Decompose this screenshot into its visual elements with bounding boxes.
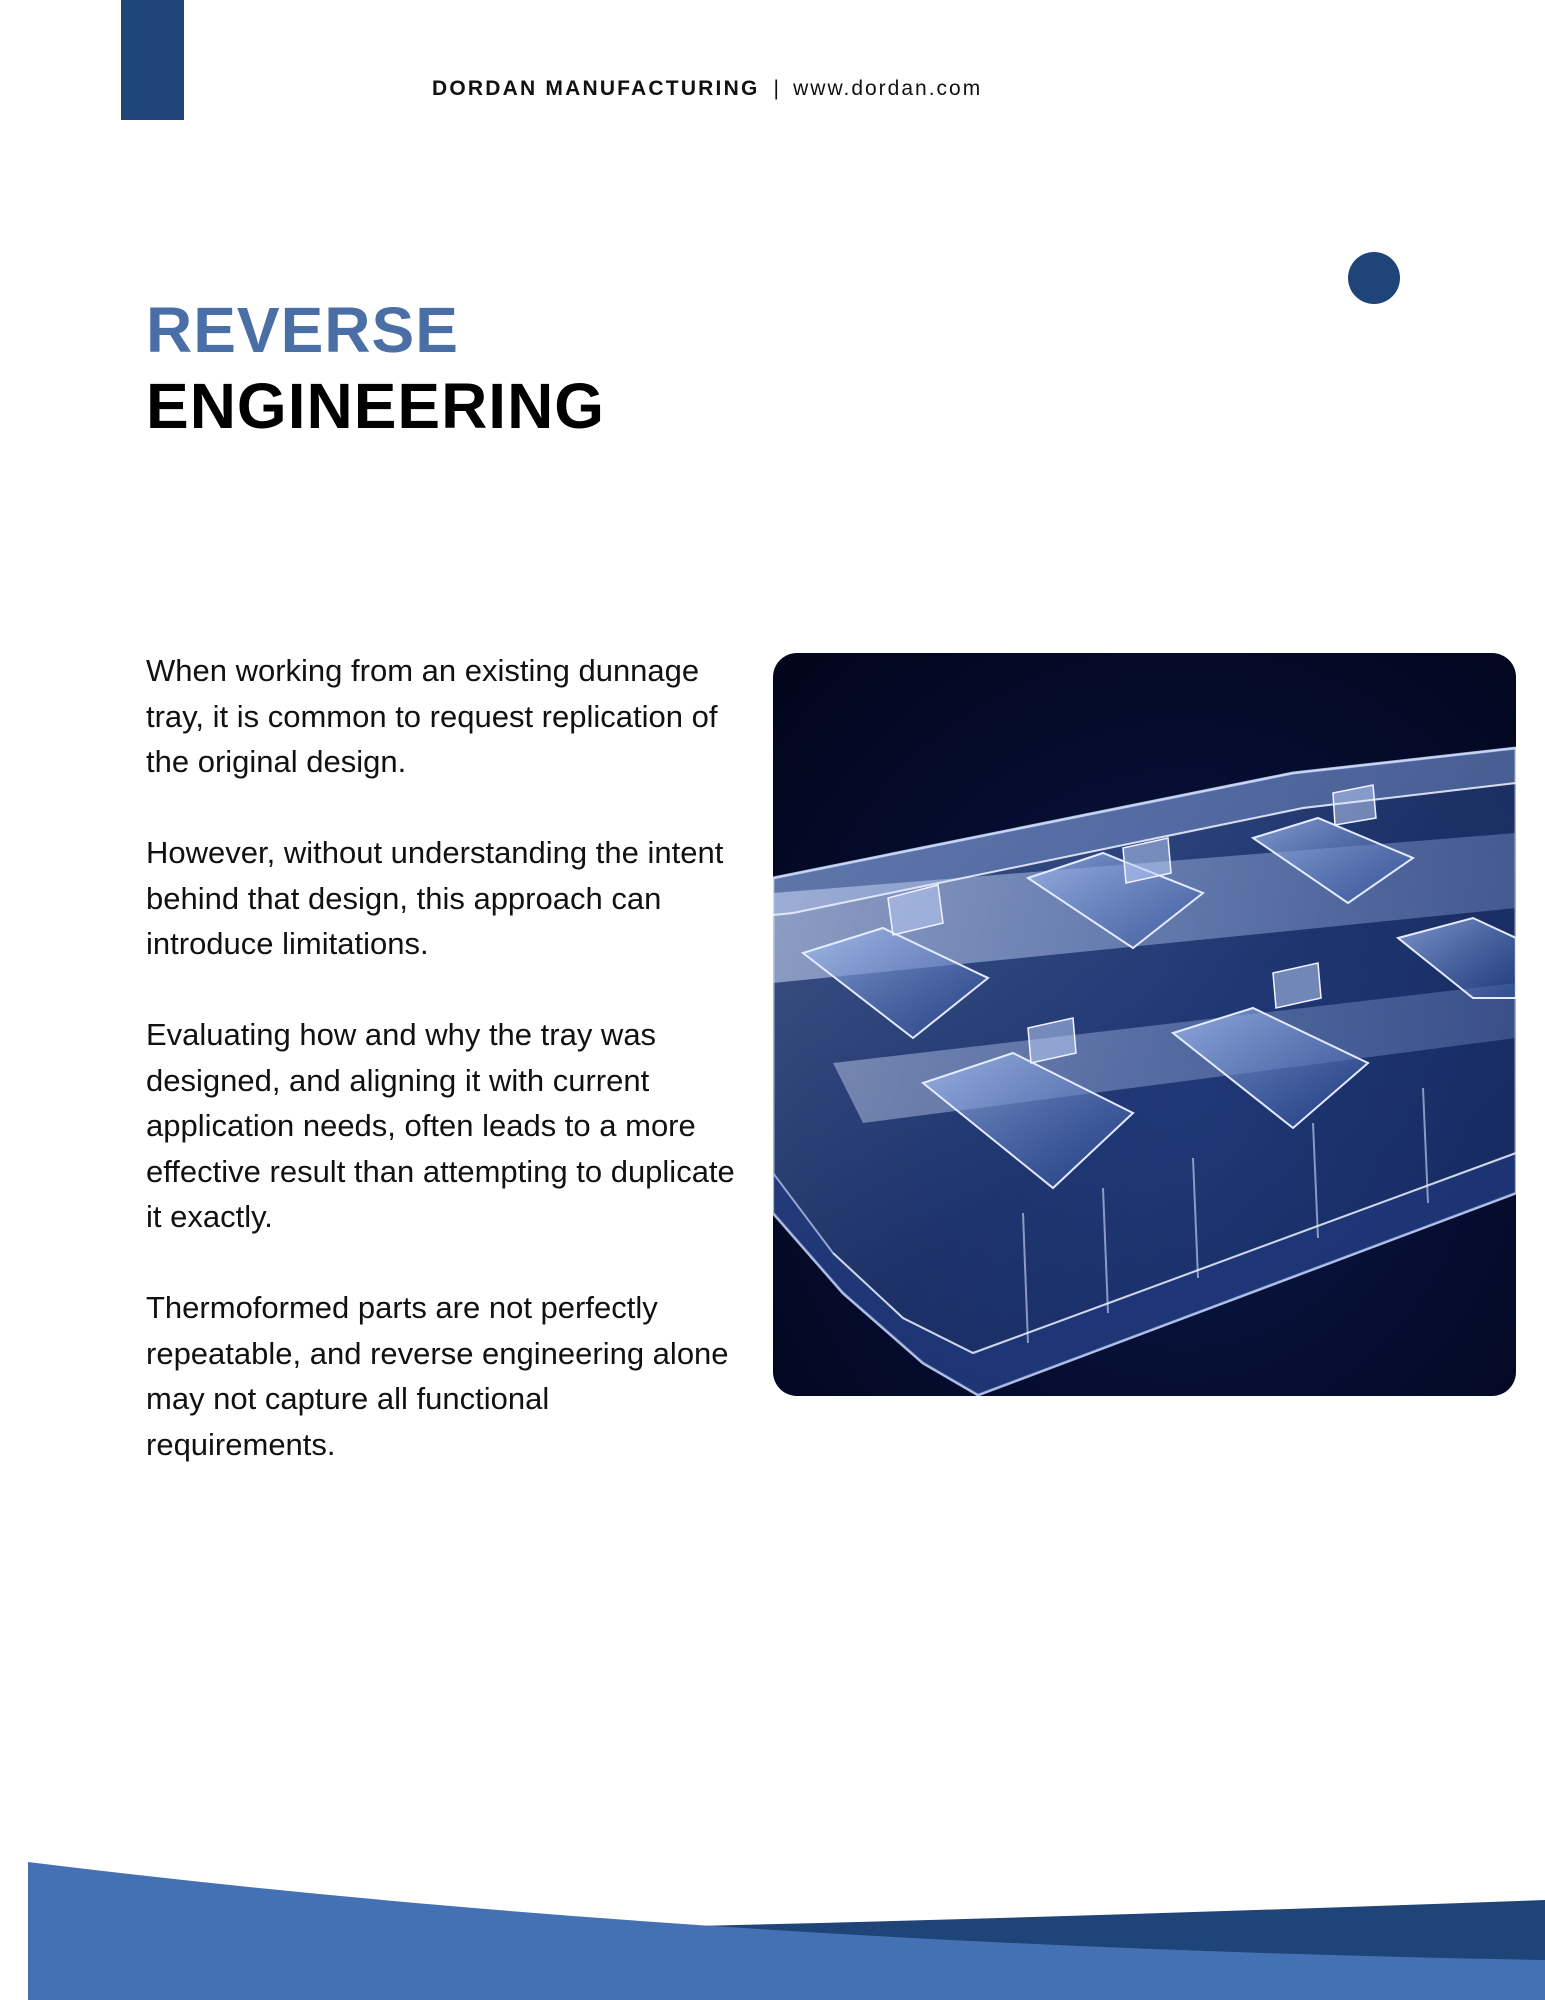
title-line-reverse: REVERSE	[146, 294, 459, 366]
paragraph-3: Evaluating how and why the tray was designed, and aligning it with current application needs, often leads to a more effective result than attempting to duplicate it exactly.	[146, 1017, 735, 1234]
page-header	[432, 74, 982, 104]
corner-accent-bar	[121, 0, 184, 120]
paragraph-1: When working from an existing dunnage tray, it is common to request replication of the original design.	[146, 653, 718, 779]
company-name: DORDAN MANUFACTURING	[432, 77, 760, 100]
header-separator: |	[773, 77, 782, 100]
page-title	[146, 292, 605, 444]
body-copy	[146, 648, 746, 1513]
footer-wave	[0, 1850, 1545, 2000]
tray-illustration	[773, 653, 1516, 1396]
title-line-engineering: ENGINEERING	[146, 370, 606, 442]
accent-dot	[1348, 252, 1400, 304]
paragraph-2: However, without understanding the intent behind that design, this approach can introduce limitations.	[146, 835, 724, 961]
paragraph-4: Thermoformed parts are not perfectly repeatable, and reverse engineering alone may not capture all functional requirements.	[146, 1290, 729, 1462]
company-website: www.dordan.com	[793, 77, 983, 100]
dunnage-tray-photo	[773, 653, 1516, 1396]
